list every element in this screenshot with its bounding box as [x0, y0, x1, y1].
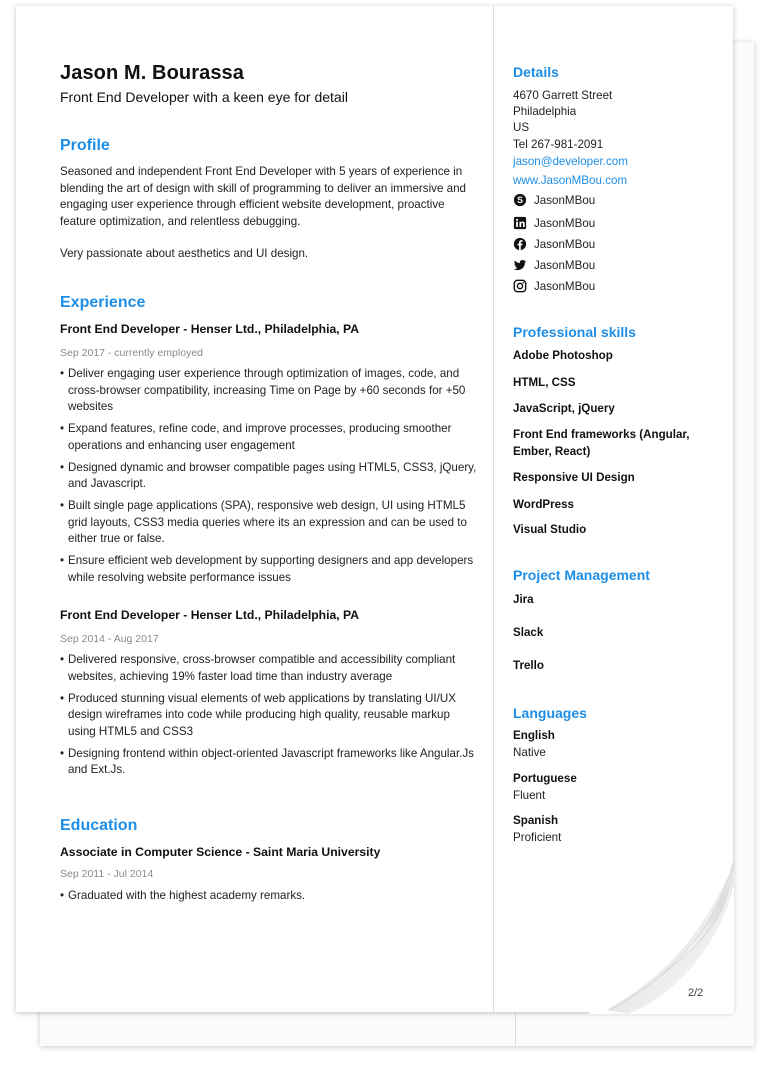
- skill-item: Responsive UI Design: [513, 471, 635, 484]
- job-bullet: • Expand features, refine code, and improve processes, producing smoother operations and enhancing user engagement: [60, 422, 452, 452]
- education-heading: Education: [60, 817, 138, 834]
- social-facebook[interactable]: [513, 237, 595, 251]
- facebook-icon: [513, 237, 527, 251]
- social-handle: JasonMBou: [534, 279, 596, 293]
- skills-heading: Professional skills: [513, 324, 636, 340]
- social-skype[interactable]: [513, 193, 595, 207]
- skill-item: JavaScript, jQuery: [513, 402, 615, 415]
- profile-paragraph: Seasoned and independent Front End Developer with 5 years of experience in blending the art of design with skill of programming to deliver an immersive and engaging user experience through efficient website development, proactive feature optimization, and relentless debugging.: [60, 165, 466, 228]
- profile-heading: Profile: [60, 137, 110, 154]
- degree-title: Associate in Computer Science - Saint Maria University: [60, 845, 381, 859]
- pm-tool-item: Jira: [513, 593, 534, 606]
- address-country: US: [513, 121, 530, 134]
- skill-item: Adobe Photoshop: [513, 349, 613, 362]
- social-linkedin[interactable]: [513, 216, 595, 230]
- candidate-name: Jason M. Bourassa: [60, 62, 244, 84]
- page-curl-corner: [588, 860, 734, 1014]
- pm-tool-item: Trello: [513, 659, 544, 672]
- language-level: Fluent: [513, 789, 546, 802]
- candidate-tagline: Front End Developer with a keen eye for detail: [60, 89, 348, 105]
- page-number: 2/2: [688, 987, 704, 999]
- language-name: Spanish: [513, 814, 559, 827]
- skill-item: Visual Studio: [513, 523, 587, 536]
- skill-item: WordPress: [513, 498, 574, 511]
- twitter-icon: [513, 258, 527, 272]
- education-bullets: [60, 888, 480, 910]
- job-title: Front End Developer - Henser Ltd., Philadelphia, PA: [60, 322, 360, 336]
- project-management-heading: Project Management: [513, 567, 650, 583]
- job-dates: Sep 2017 - currently employed: [60, 347, 203, 359]
- experience-heading: Experience: [60, 294, 146, 311]
- job-bullets: [60, 652, 480, 784]
- job-dates: Sep 2014 - Aug 2017: [60, 633, 159, 645]
- language-name: English: [513, 729, 555, 742]
- instagram-icon: [513, 279, 527, 293]
- address-line: 4670 Garrett Street: [513, 89, 613, 102]
- phone-number: Tel 267-981-2091: [513, 138, 604, 151]
- job-title: Front End Developer - Henser Ltd., Philadelphia, PA: [60, 608, 360, 622]
- social-twitter[interactable]: [513, 258, 595, 272]
- skill-item: Front End frameworks (Angular, Ember, React): [513, 428, 690, 458]
- education-dates: Sep 2011 - Jul 2014: [60, 868, 154, 880]
- skill-item: HTML, CSS: [513, 376, 576, 389]
- svg-text:S: S: [517, 195, 523, 206]
- social-handle: JasonMBou: [534, 258, 596, 272]
- job-bullet: • Designed dynamic and browser compatible pages using HTML5, CSS3, jQuery, and Javascript.: [60, 460, 477, 490]
- address-city: Philadelphia: [513, 105, 577, 118]
- profile-paragraph-secondary: Very passionate about aesthetics and UI design.: [60, 247, 309, 260]
- website-link[interactable]: www.JasonMBou.com: [513, 174, 628, 187]
- job-bullet: • Ensure efficient web development by supporting designers and app developers while resolving website performance issues: [60, 554, 474, 584]
- linkedin-icon: [513, 216, 527, 230]
- job-bullet: • Delivered responsive, cross-browser compatible and accessibility compliant websites, achieving 19% faster load time than industry average: [60, 653, 456, 683]
- social-handle: JasonMBou: [534, 193, 596, 207]
- email-link[interactable]: jason@developer.com: [513, 155, 628, 168]
- job-bullet: • Built single page applications (SPA), responsive web design, UI using HTML5 grid layouts, CSS3 media queries where its an expression and can be used to either true or false.: [60, 499, 467, 545]
- job-bullet: • Designing frontend within object-oriented Javascript frameworks like Angular.Js and Ext.Js.: [60, 746, 474, 776]
- languages-heading: Languages: [513, 705, 587, 721]
- social-handle: JasonMBou: [534, 237, 596, 251]
- social-handle: JasonMBou: [534, 216, 596, 230]
- language-level: Native: [513, 746, 546, 759]
- pm-tool-item: Slack: [513, 626, 544, 639]
- skype-icon: [513, 193, 527, 207]
- language-name: Portuguese: [513, 772, 577, 785]
- language-level: Proficient: [513, 831, 562, 844]
- details-heading: Details: [513, 64, 559, 80]
- social-instagram[interactable]: [513, 279, 595, 293]
- education-bullet: • Graduated with the highest academy remarks.: [60, 889, 306, 902]
- job-bullet: • Produced stunning visual elements of web applications by translating UI/UX design wireframes into code while producing high quality, reusable markup using HTML5 and CSS3: [60, 691, 456, 738]
- job-bullet: • Deliver engaging user experience through optimization of images, code, and cross-browser compatibility, increasing Time on Page by +60 seconds for +50 websites: [60, 367, 466, 413]
- job-bullets: [60, 366, 480, 592]
- column-divider: [493, 6, 494, 1012]
